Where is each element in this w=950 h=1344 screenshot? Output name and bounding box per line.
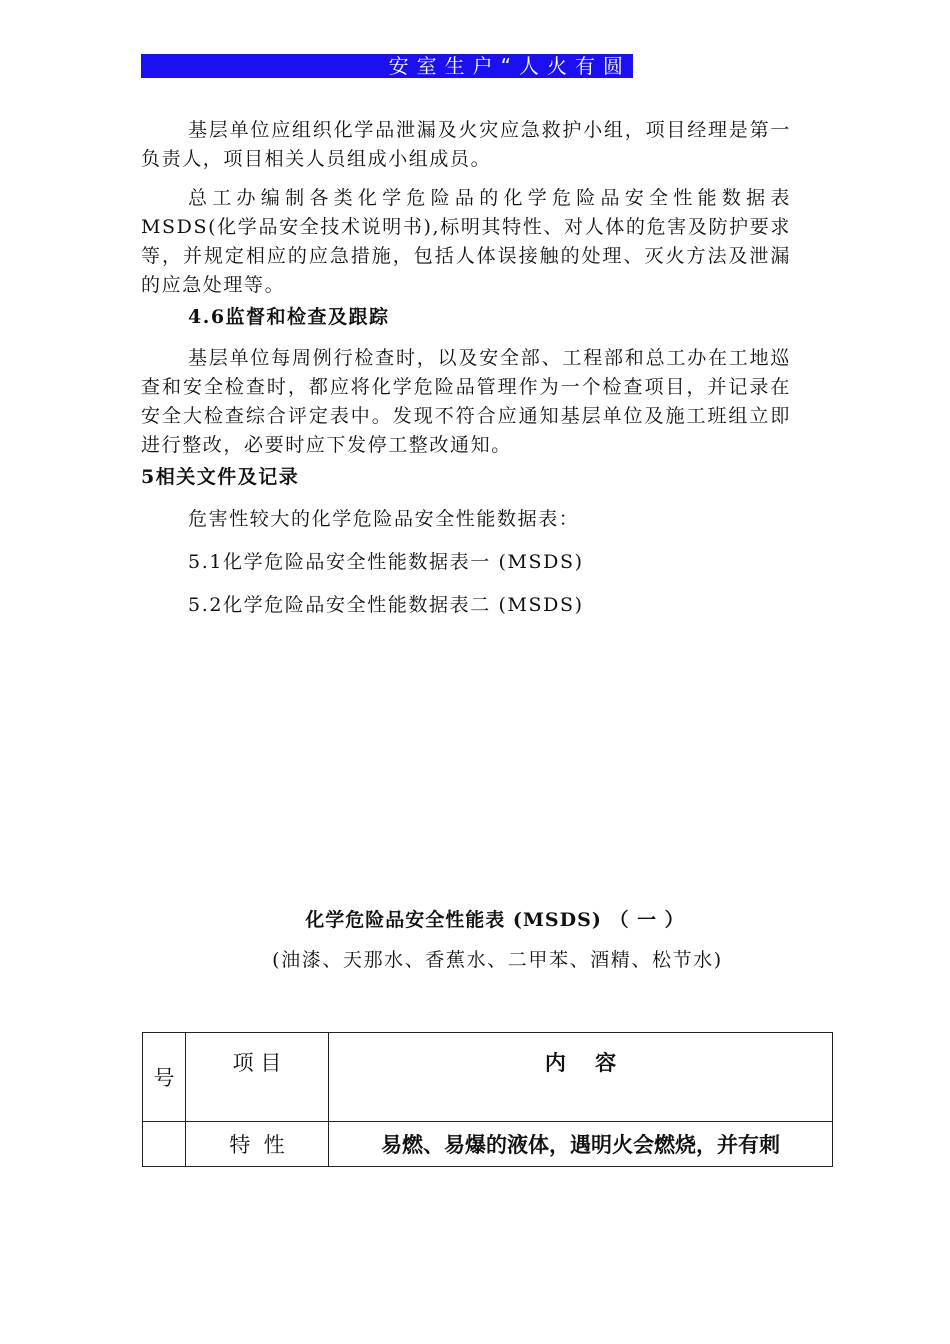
paragraph-emergency-team: 基层单位应组织化学品泄漏及火灾应急救护小组，项目经理是第一负责人，项目相关人员组成小组成员。 (141, 119, 791, 170)
header-item: 项 目 (186, 1033, 329, 1122)
table-row (143, 1122, 833, 1167)
paragraph-msds: 总工办编制各类化学危险品的化学危险品安全性能数据表MSDS(化学品安全技术说明书),标明其特性、对人体的危害及防护要求等，并规定相应的应急措施，包括人体误接触的处理、灭火方法及泄漏的应急处理等。 (141, 187, 791, 296)
row-item: 特 性 (186, 1122, 329, 1167)
documents-intro: 危害性较大的化学危险品安全性能数据表： (188, 508, 580, 530)
header-no: 号 (143, 1033, 186, 1122)
table-title: 化学危险品安全性能表 (MSDS) （ 一 ） (305, 909, 685, 931)
document-item-5-1: 5.1化学危险品安全性能数据表一 (MSDS) (188, 551, 584, 573)
row-no (143, 1122, 186, 1167)
header-banner: 安室生户“人火有圆 (141, 54, 633, 78)
table-header-row (143, 1033, 833, 1122)
row-content: 易燃、易爆的液体，遇明火会燃烧，并有刺 (329, 1122, 833, 1167)
section-heading-4-6: 4.6监督和检查及跟踪 (188, 306, 390, 328)
paragraph-inspection: 基层单位每周例行检查时，以及安全部、工程部和总工办在工地巡查和安全检查时，都应将化学危险品管理作为一个检查项目，并记录在安全大检查综合评定表中。发现不符合应通知基层单位及施工班组立即进行整改，必要时应下发停工整改通知。 (141, 347, 791, 456)
header-content: 内 容 (329, 1033, 833, 1122)
document-item-5-2: 5.2化学危险品安全性能数据表二 (MSDS) (188, 594, 584, 616)
table-subtitle: (油漆、天那水、香蕉水、二甲苯、酒精、松节水) (272, 949, 723, 971)
msds-table (142, 1032, 833, 1167)
section-heading-5: 5相关文件及记录 (141, 466, 300, 488)
